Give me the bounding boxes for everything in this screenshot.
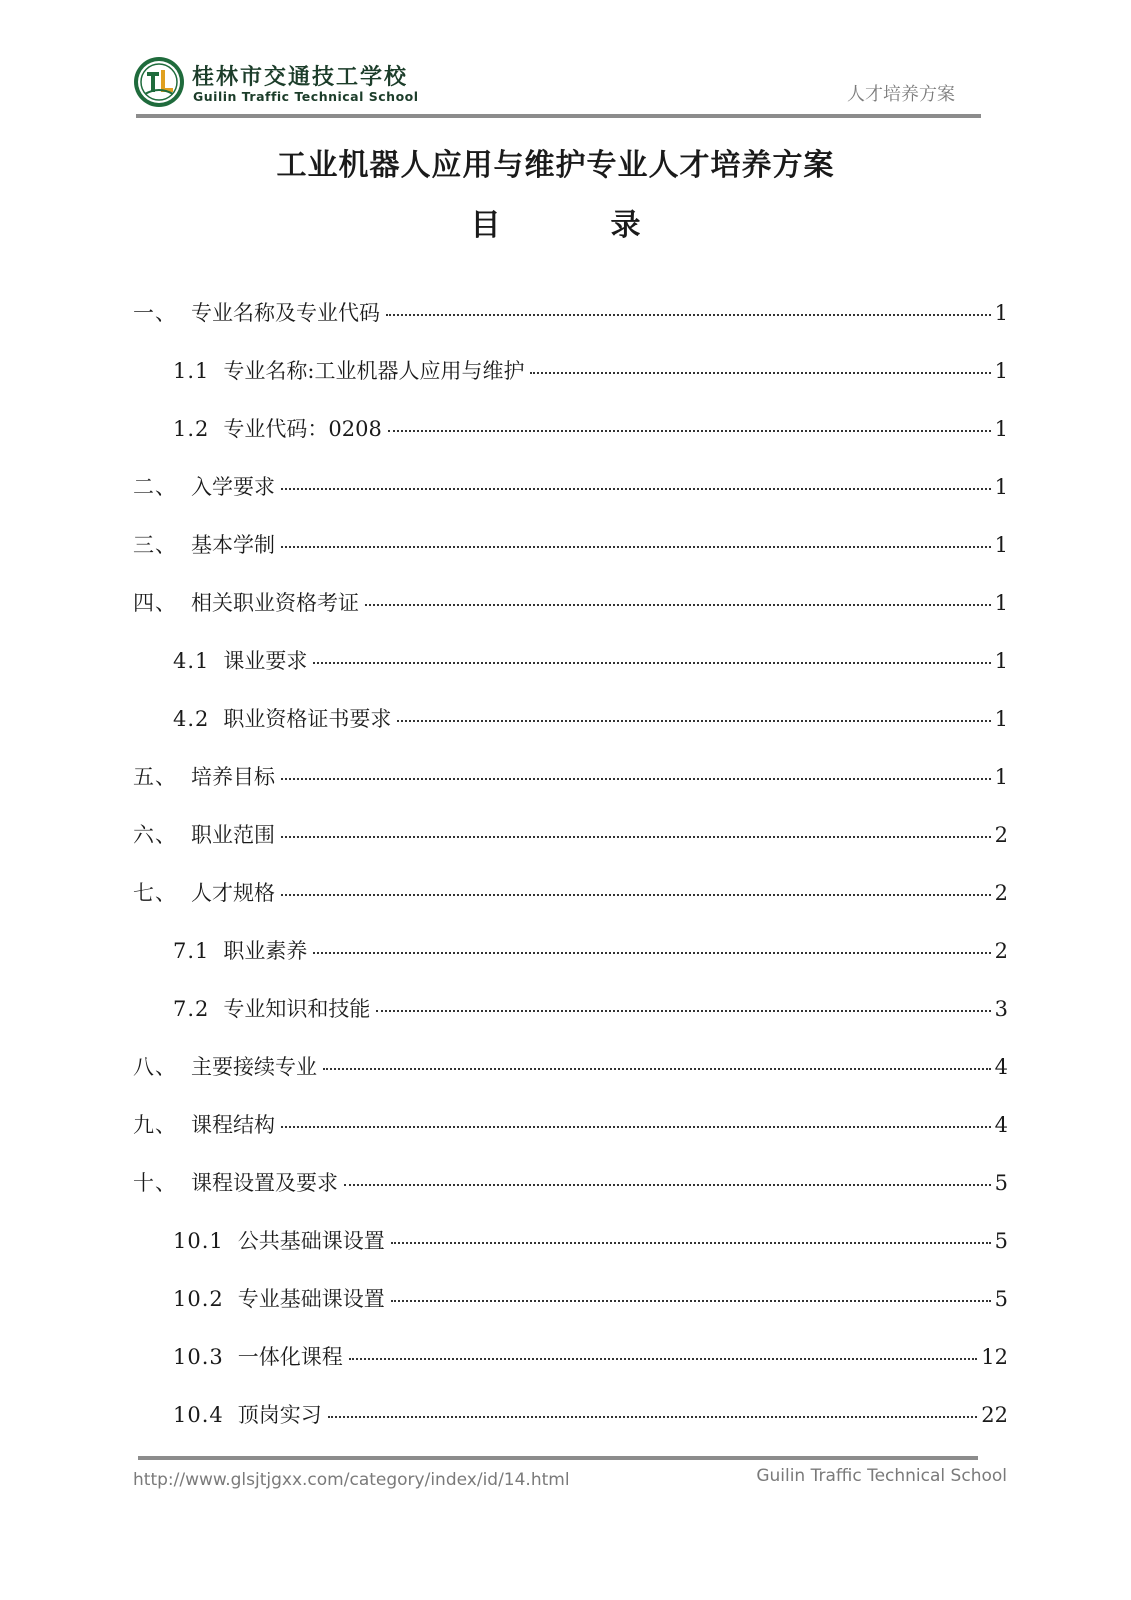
toc-dot-leader — [530, 372, 990, 374]
toc-entry-number: 八、 — [133, 1055, 177, 1079]
toc-entry-number: 10.3 — [173, 1345, 224, 1369]
toc-entry[interactable] — [133, 643, 1008, 701]
toc-entry[interactable] — [133, 817, 1008, 875]
school-logo-icon — [133, 56, 185, 108]
toc-dot-leader — [391, 1300, 991, 1302]
toc-entry-number: 五、 — [133, 765, 177, 789]
header-divider — [136, 114, 981, 118]
toc-entry-page: 1 — [994, 591, 1008, 615]
toc-dot-leader — [281, 546, 991, 548]
toc-entry-page: 2 — [994, 823, 1008, 847]
toc-entry-page: 1 — [994, 475, 1008, 499]
toc-entry-number: 10.4 — [173, 1403, 224, 1427]
toc-entry-title: 专业知识和技能 — [223, 997, 371, 1021]
toc-entry-number: 10.2 — [173, 1287, 224, 1311]
toc-entry-title: 基本学制 — [191, 533, 275, 557]
toc-entry-title: 职业资格证书要求 — [223, 707, 392, 731]
document-title: 工业机器人应用与维护专业人才培养方案 — [276, 148, 835, 183]
toc-entry-page: 4 — [994, 1055, 1008, 1079]
toc-entry-page: 3 — [994, 997, 1008, 1021]
toc-entry[interactable] — [133, 933, 1008, 991]
toc-entry-page: 2 — [994, 881, 1008, 905]
footer-divider — [138, 1456, 978, 1460]
toc-entry-page: 1 — [994, 649, 1008, 673]
toc-dot-leader — [281, 488, 991, 490]
toc-entry[interactable] — [133, 1281, 1008, 1339]
toc-entry-title: 职业范围 — [191, 823, 275, 847]
toc-entry-page: 5 — [994, 1171, 1008, 1195]
footer-url[interactable]: http://www.glsjtjgxx.com/category/index/id/14.html — [133, 1470, 570, 1490]
toc-entry-number: 一、 — [133, 301, 177, 325]
toc-dot-leader — [281, 894, 991, 896]
toc-entry-number: 7.2 — [173, 997, 210, 1021]
school-name-cn: 桂林市交通技工学校 — [192, 64, 409, 90]
toc-entry-title: 主要接续专业 — [191, 1055, 317, 1079]
toc-dot-leader — [349, 1358, 978, 1360]
toc-entry-page: 1 — [994, 417, 1008, 441]
toc-entry[interactable] — [133, 1165, 1008, 1223]
toc-dot-leader — [344, 1184, 991, 1186]
page-header — [0, 0, 1131, 120]
toc-dot-leader — [388, 430, 991, 432]
toc-entry-title: 专业名称及专业代码 — [191, 301, 380, 325]
toc-entry-number: 7.1 — [173, 939, 210, 963]
toc-entry[interactable] — [133, 411, 1008, 469]
toc-entry-title: 职业素养 — [223, 939, 308, 963]
toc-dot-leader — [391, 1242, 991, 1244]
toc-entry[interactable] — [133, 585, 1008, 643]
toc-entry[interactable] — [133, 1339, 1008, 1397]
table-of-contents — [133, 295, 1008, 1455]
toc-entry-number: 十、 — [133, 1171, 177, 1195]
toc-entry-number: 三、 — [133, 533, 177, 557]
toc-dot-leader — [281, 778, 991, 780]
doc-type-label: 人才培养方案 — [847, 84, 955, 105]
toc-entry-number: 1.1 — [173, 359, 210, 383]
toc-entry-number: 4.1 — [173, 649, 210, 673]
toc-dot-leader — [281, 836, 991, 838]
toc-entry-page: 1 — [994, 533, 1008, 557]
toc-entry-page: 12 — [981, 1345, 1008, 1369]
toc-entry[interactable] — [133, 527, 1008, 585]
toc-entry[interactable] — [133, 875, 1008, 933]
toc-entry-title: 课业要求 — [223, 649, 308, 673]
toc-entry-title: 专业名称:工业机器人应用与维护 — [223, 359, 525, 383]
toc-dot-leader — [281, 1126, 991, 1128]
toc-entry-page: 1 — [994, 359, 1008, 383]
toc-entry[interactable] — [133, 1107, 1008, 1165]
toc-dot-leader — [313, 952, 990, 954]
toc-dot-leader — [365, 604, 991, 606]
footer-school-name: Guilin Traffic Technical School — [756, 1466, 1007, 1486]
toc-entry-title: 培养目标 — [191, 765, 275, 789]
toc-entry[interactable] — [133, 1223, 1008, 1281]
toc-entry-number: 四、 — [133, 591, 177, 615]
toc-entry-title: 入学要求 — [191, 475, 275, 499]
toc-entry-page: 1 — [994, 707, 1008, 731]
toc-entry[interactable] — [133, 759, 1008, 817]
toc-entry[interactable] — [133, 1397, 1008, 1455]
toc-entry-title: 公共基础课设置 — [237, 1229, 385, 1253]
toc-entry[interactable] — [133, 701, 1008, 759]
toc-entry-title: 顶岗实习 — [237, 1403, 322, 1427]
toc-entry-title: 专业基础课设置 — [237, 1287, 385, 1311]
toc-entry-title: 专业代码：0208 — [223, 417, 382, 441]
toc-entry-page: 5 — [994, 1287, 1008, 1311]
toc-entry-page: 4 — [994, 1113, 1008, 1137]
toc-entry-title: 课程设置及要求 — [191, 1171, 338, 1195]
toc-entry-number: 九、 — [133, 1113, 177, 1137]
toc-entry-number: 4.2 — [173, 707, 210, 731]
toc-entry-page: 22 — [981, 1403, 1008, 1427]
toc-dot-leader — [397, 720, 990, 722]
toc-entry-number: 七、 — [133, 881, 177, 905]
toc-heading: 目 录 — [470, 208, 681, 243]
toc-entry-number: 六、 — [133, 823, 177, 847]
toc-dot-leader — [313, 662, 990, 664]
toc-entry[interactable] — [133, 991, 1008, 1049]
toc-entry-page: 2 — [994, 939, 1008, 963]
toc-entry-title: 相关职业资格考证 — [191, 591, 359, 615]
toc-entry-page: 1 — [994, 765, 1008, 789]
toc-dot-leader — [386, 314, 991, 316]
toc-entry[interactable] — [133, 469, 1008, 527]
toc-entry[interactable] — [133, 295, 1008, 353]
toc-entry[interactable] — [133, 353, 1008, 411]
toc-entry[interactable] — [133, 1049, 1008, 1107]
toc-entry-page: 1 — [994, 301, 1008, 325]
toc-entry-number: 二、 — [133, 475, 177, 499]
school-name-en: Guilin Traffic Technical School — [193, 89, 419, 104]
toc-entry-title: 一体化课程 — [237, 1345, 343, 1369]
toc-entry-page: 5 — [994, 1229, 1008, 1253]
toc-entry-number: 10.1 — [173, 1229, 224, 1253]
toc-entry-number: 1.2 — [173, 417, 210, 441]
toc-dot-leader — [376, 1010, 990, 1012]
toc-entry-title: 课程结构 — [191, 1113, 275, 1137]
toc-entry-title: 人才规格 — [191, 881, 275, 905]
toc-dot-leader — [328, 1416, 978, 1418]
toc-dot-leader — [323, 1068, 991, 1070]
